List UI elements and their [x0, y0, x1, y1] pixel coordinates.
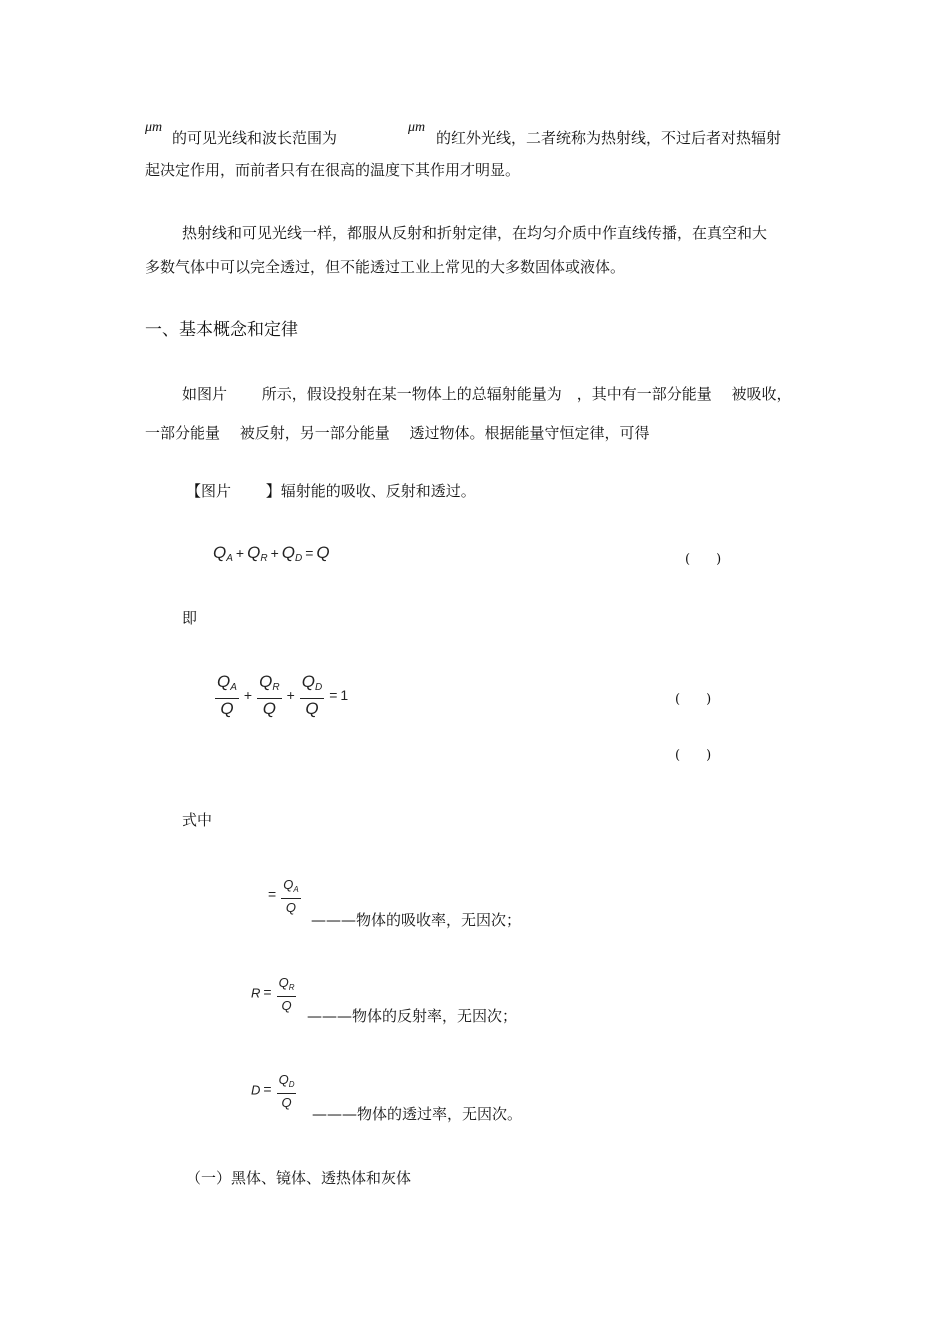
equation-number: ( )	[685, 552, 722, 567]
paragraph-3-line-1: 如图片 所示，假设投射在某一物体上的总辐射能量为 ，其中有一部分能量 被吸收，	[182, 385, 792, 403]
reflectivity-equation: R = $\frac{Q_R}{Q}$	[251, 975, 295, 1013]
paragraph-1-line-1b: 的红外光线，二者统称为热射线，不过后者对热辐射	[436, 129, 782, 147]
micrometer-unit: μm	[145, 120, 163, 135]
micrometer-unit: μm	[408, 120, 426, 135]
subsection-heading: （一）黑体、镜体、透热体和灰体	[186, 1169, 412, 1187]
transmissivity-equation: D = $\frac{Q_D}{Q}$	[251, 1072, 295, 1110]
paragraph-1-line-1a: 的可见光线和波长范围为	[172, 129, 338, 147]
section-heading: 一、基本概念和定律	[145, 320, 298, 340]
paragraph-2-line-1: 热射线和可见光线一样，都服从反射和折射定律，在均匀介质中作直线传播，在真空和大	[182, 224, 768, 242]
absorptivity-definition: ———物体的吸收率，无因次；	[311, 911, 522, 929]
equation-number: ( )	[675, 692, 712, 707]
paragraph-1-line-2: 起决定作用，而前者只有在很高的温度下其作用才明显。	[145, 161, 521, 179]
equation-number: ( )	[675, 748, 712, 763]
ji-label: 即	[182, 609, 198, 627]
figure-caption: 【图片 】辐射能的吸收、反射和透过。	[186, 482, 476, 500]
absorptivity-equation: = $\frac{Q_A}{Q}$	[268, 877, 299, 915]
paragraph-2-line-2: 多数气体中可以完全透过，但不能透过工业上常见的大多数固体或液体。	[145, 258, 626, 276]
normalized-balance-equation: $\frac{Q_A}{Q}$ + $\frac{Q_R}{Q}$ + $\frac{Q_D}{Q}$ = 1	[217, 672, 349, 718]
paragraph-3-line-2: 一部分能量 被反射，另一部分能量 透过物体。根据能量守恒定律，可得	[145, 424, 650, 442]
transmissivity-definition: ———物体的透过率，无因次。	[312, 1105, 523, 1123]
energy-balance-equation: $Q_A + Q_R + Q_D = Q$	[213, 543, 330, 564]
shizhong-label: 式中	[182, 811, 213, 829]
reflectivity-definition: ———物体的反射率，无因次；	[307, 1007, 518, 1025]
